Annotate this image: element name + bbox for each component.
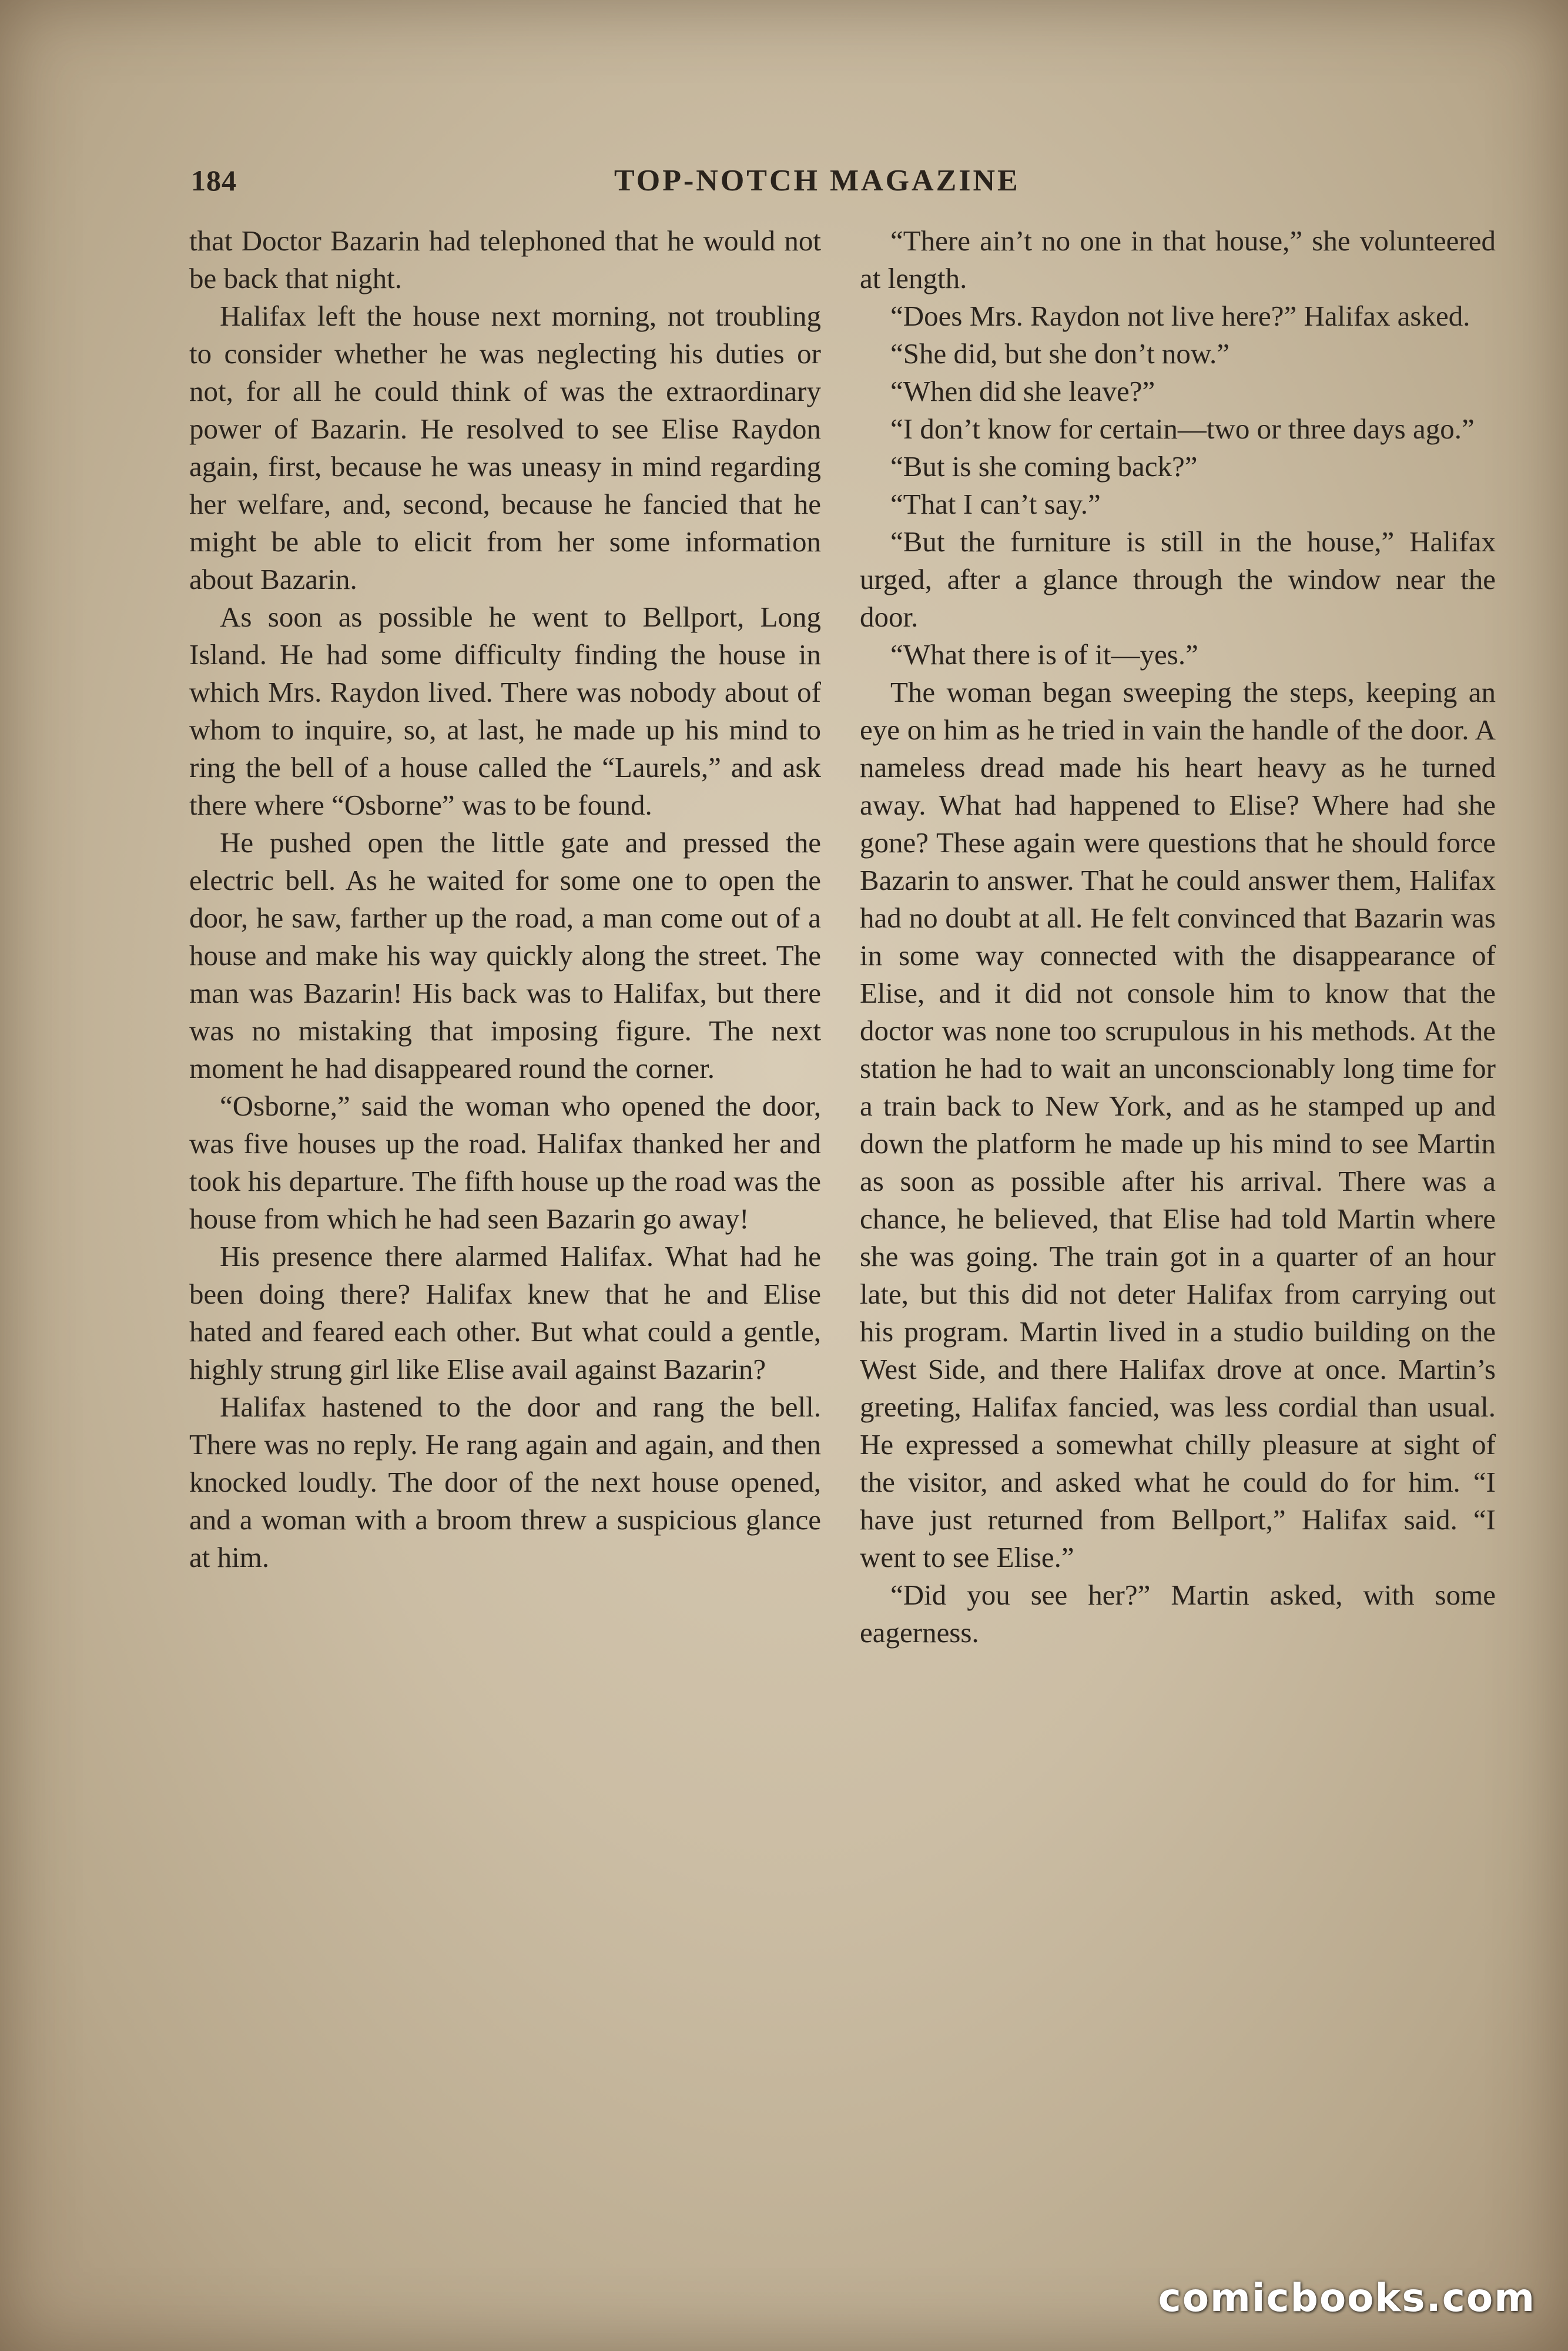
paragraph: “Osborne,” said the woman who opened the door, was five houses up the road. Halifax thanked her and took his departure. The fifth house up the road was the house from which he had seen Bazarin go away! [189,1090,821,1235]
paragraph: The woman began sweeping the steps, keeping an eye on him as he tried in vain the handle of the door. A nameless dread made his heart heavy as he turned away. What had happened to Elise? Where had she gone? These again were questions that he should force Bazarin to answer. That he could answer them, Halifax had no doubt at all. He felt convinced that Bazarin was in some way connected with the disappearance of Elise, and it did not console him to know that the doctor was none too scrupulous in his methods. At the station he had to wait an unconscionably long time for a train back to New York, and as he stamped up and down the platform he made up his mind to see Martin as soon as possible after his arrival. There was a chance, he believed, that Elise had told Martin where she was going. The train got in a quarter of an hour late, but this did not deter Halifax from carrying out his program. Martin lived in a studio building on the West Side, and there Halifax drove at once. Martin’s greeting, Halifax fancied, was less cordial than usual. He expressed a somewhat chilly pleasure at sight of the visitor, and asked what he could do for him. “I have just returned from Bellport,” Halifax said. “I went to see Elise.” [860,676,1496,1573]
page-header [191,163,1496,210]
paragraph: “Does Mrs. Raydon not live here?” Halifax asked. [890,300,1470,332]
right-column [860,222,1496,1652]
paragraph: Halifax hastened to the door and rang the bell. There was no reply. He rang again and again, and then knocked loudly. The door of the next house opened, and a woman with a broom threw a suspicious glance at him. [189,1391,821,1573]
paragraph: He pushed open the little gate and pressed the electric bell. As he waited for some one to open the door, he saw, farther up the road, a man come out of a house and make his way quickly along the street. The man was Bazarin! His back was to Halifax, but there was no mistaking that imposing figure. The next moment he had disappeared round the corner. [189,826,821,1084]
paragraph: “But is she coming back?” [890,450,1198,483]
paragraph: Halifax left the house next morning, not troubling to consider whether he was neglecting his duties or not, for all he could think of was the extraordinary power of Bazarin. He resolved to see Elise Raydon again, first, because he was uneasy in mind regarding her welfare, and, second, because he fancied that he might be able to elicit from her some information about Bazarin. [189,300,821,595]
paragraph: “She did, but she don’t now.” [890,337,1230,370]
left-column [189,222,821,1576]
paragraph: “Did you see her?” Martin asked, with some eagerness. [860,1579,1496,1649]
page-number: 184 [191,164,237,197]
running-title: TOP-NOTCH MAGAZINE [614,164,1020,197]
paragraph: As soon as possible he went to Bellport, Long Island. He had some difficulty finding the house in which Mrs. Raydon lived. There was nobody about of whom to inquire, so, at last, he made up his mind to ring the bell of a house called the “Laurels,” and ask there where “Osborne” was to be found. [189,601,821,821]
paragraph: “That I can’t say.” [890,488,1101,520]
paragraph: “But the furniture is still in the house,” Halifax urged, after a glance through the window near the door. [860,525,1496,633]
paragraph: His presence there alarmed Halifax. What had he been doing there? Halifax knew that he and Elise hated and feared each other. But what could a gentle, highly strung girl like Elise avail against Bazarin? [189,1240,821,1385]
paragraph: “There ain’t no one in that house,” she volunteered at length. [860,225,1496,294]
paragraph: that Doctor Bazarin had telephoned that he would not be back that night. [189,225,821,294]
paragraph: “When did she leave?” [890,375,1155,407]
watermark: comicbooks.com [1158,2275,1536,2320]
paragraph: “What there is of it—yes.” [890,638,1198,671]
paragraph: “I don’t know for certain—two or three days ago.” [890,413,1475,445]
